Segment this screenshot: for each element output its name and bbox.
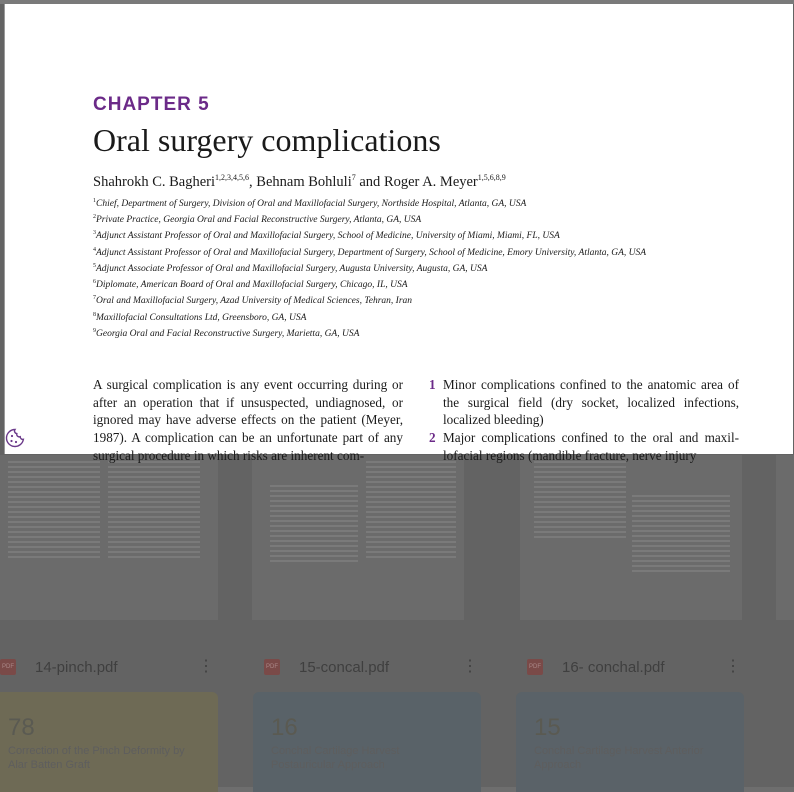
card-number: 78 <box>8 714 35 741</box>
body-columns <box>93 376 753 465</box>
affiliation-number: 1 <box>93 197 96 204</box>
affiliation-list <box>93 195 753 341</box>
file-name: 15-concal.pdf <box>299 658 390 676</box>
file-row-1[interactable] <box>0 652 218 682</box>
card-title: Correction of the Pinch Deformity by Alar Batten Graft <box>8 745 185 771</box>
affiliation-number: 8 <box>93 311 96 318</box>
card-number: 16 <box>271 714 298 741</box>
affiliation-text: Diplomate, American Board of Oral and Maxillofacial Surgery, Chicago, IL, USA <box>96 280 408 291</box>
file-card-1[interactable] <box>0 692 218 792</box>
affiliation-text: Private Practice, Georgia Oral and Facial Reconstructive Surgery, Atlanta, GA, USA <box>96 215 422 226</box>
list-item <box>429 429 739 464</box>
thumb-text-column <box>108 461 200 614</box>
author-name: Shahrokh C. Bagheri <box>93 173 216 190</box>
cookie-icon[interactable] <box>5 428 25 448</box>
author-separator: and <box>355 173 384 190</box>
affiliation-item <box>93 244 753 260</box>
more-vert-icon[interactable]: ⋮ <box>725 658 741 675</box>
affiliation-text: Adjunct Assistant Professor of Oral and Maxillofacial Surgery, School of Medicine, University of Miami, Miami, FL, USA <box>96 231 560 242</box>
card-title: Conchal Cartilage Harvest Postauricular Approach <box>271 745 400 771</box>
affiliation-number: 2 <box>93 214 96 221</box>
affiliation-item <box>93 292 753 308</box>
card-title: Conchal Cartilage Harvest Anterior Approach <box>534 745 704 771</box>
list-number: 1 <box>429 377 436 392</box>
body-text-right <box>429 376 739 465</box>
affiliation-text: Adjunct Associate Professor of Oral and Maxillofacial Surgery, Augusta University, Augusta, GA, USA <box>96 263 488 274</box>
file-name: 14-pinch.pdf <box>35 658 118 676</box>
pdf-icon: PDF <box>264 659 280 675</box>
list-item <box>429 376 739 429</box>
affiliation-text: Maxillofacial Consultations Ltd, Greensboro, GA, USA <box>96 312 307 323</box>
chapter-label: CHAPTER 5 <box>93 94 210 115</box>
thumb-text-column <box>270 485 358 614</box>
card-number: 15 <box>534 714 561 741</box>
author-superscript: 1,2,3,4,5,6 <box>215 173 250 182</box>
list-text: Major complications confined to the oral and maxil-lofacial regions (mandible fracture, nerve injury <box>443 430 739 463</box>
pdf-icon: PDF <box>527 659 543 675</box>
complication-list <box>429 376 739 465</box>
file-card-3[interactable] <box>516 692 744 792</box>
thumb-text-column <box>8 461 100 614</box>
file-row-2[interactable] <box>264 652 476 682</box>
author-superscript: 1,5,6,8,9 <box>477 173 506 182</box>
affiliation-number: 5 <box>93 262 96 269</box>
file-thumbnail-4[interactable] <box>776 455 794 620</box>
file-thumbnail-1[interactable] <box>0 455 218 620</box>
more-vert-icon[interactable]: ⋮ <box>198 658 214 675</box>
file-thumbnail-3[interactable] <box>520 455 742 620</box>
affiliation-number: 6 <box>93 279 96 286</box>
list-text: Minor complications confined to the anatomic area of the surgical field (dry socket, localized infections, localized bleeding) <box>443 377 739 428</box>
file-row-3[interactable] <box>527 652 739 682</box>
more-vert-icon[interactable]: ⋮ <box>462 658 478 675</box>
chapter-title: Oral surgery complications <box>93 122 441 158</box>
affiliation-item <box>93 325 753 341</box>
document-page <box>93 94 753 341</box>
affiliation-number: 3 <box>93 230 96 237</box>
affiliation-item <box>93 276 753 292</box>
affiliation-item <box>93 260 753 276</box>
author-separator: , <box>249 173 257 190</box>
file-thumbnail-2[interactable] <box>252 455 464 620</box>
author-superscript: 7 <box>351 173 356 182</box>
list-number: 2 <box>429 430 436 446</box>
affiliation-item <box>93 309 753 325</box>
pdf-icon: PDF <box>0 659 16 675</box>
body-text-left: A surgical complication is any event occurring during or after an operation that if unsuspected, undiagnosed, or ignored may have adverse effects on the patient (Meyer, 1987). A complication can be an unfortunate part of any surgical procedure in which risks are inherent com- <box>93 377 403 463</box>
affiliation-item <box>93 195 753 211</box>
thumb-text-column <box>534 461 626 614</box>
affiliation-item <box>93 211 753 227</box>
author-name: Behnam Bohluli <box>256 173 352 190</box>
affiliation-item <box>93 227 753 243</box>
affiliation-text: Chief, Department of Surgery, Division of Oral and Maxillofacial Surgery, Northside Hospital, Atlanta, GA, USA <box>96 198 527 209</box>
affiliation-number: 9 <box>93 327 96 334</box>
affiliation-number: 7 <box>93 295 96 302</box>
thumb-text-column <box>632 495 730 614</box>
document-preview[interactable] <box>4 4 793 463</box>
affiliation-text: Adjunct Assistant Professor of Oral and Maxillofacial Surgery, Department of Surgery, School of Medicine, Emory University, Atlanta, GA, USA <box>96 247 647 258</box>
affiliation-text: Georgia Oral and Facial Reconstructive Surgery, Marietta, GA, USA <box>96 328 360 339</box>
file-card-2[interactable] <box>253 692 481 792</box>
author-line <box>93 173 753 191</box>
author-name: Roger A. Meyer <box>383 173 478 190</box>
thumb-text-column <box>366 461 456 614</box>
affiliation-text: Oral and Maxillofacial Surgery, Azad University of Medical Sciences, Tehran, Iran <box>96 296 413 307</box>
file-name: 16- conchal.pdf <box>562 658 665 676</box>
affiliation-number: 4 <box>93 246 96 253</box>
